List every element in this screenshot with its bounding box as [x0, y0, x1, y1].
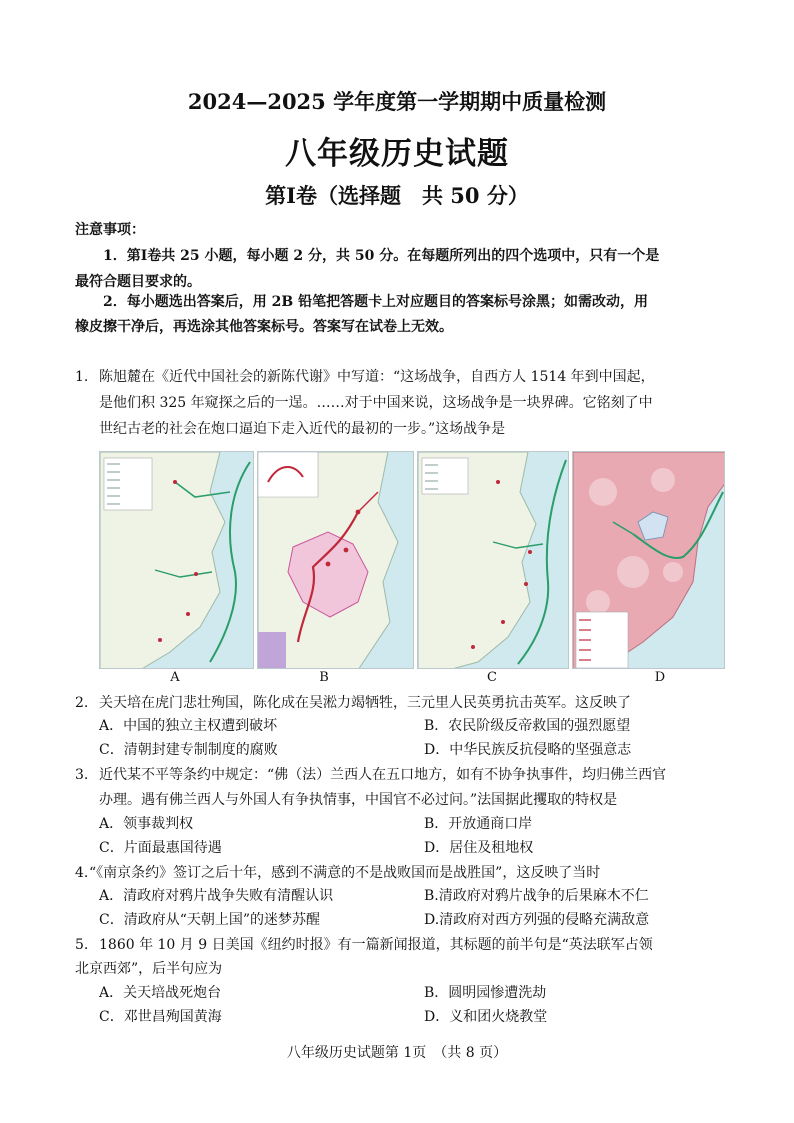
notice-item2-line1: 2．每小题选出答案后，用 2B 铅笔把答题卡上对应题目的答案标号涂黑；如需改动，用 [103, 294, 649, 310]
q5-option-a: A．关天培战死炮台 [99, 985, 222, 1001]
q5-line1: 1860 年 10 月 9 日美国《纽约时报》有一篇新闻报道，其标题的前半句是“英法联军占领 [99, 937, 653, 953]
q4-option-d: D.清政府对西方列强的侵略充满敌意 [424, 912, 650, 928]
q5-number: 5. [75, 937, 89, 953]
page-footer: 八年级历史试题第 1页 （共 8 页） [286, 1045, 508, 1061]
q3-line2: 办理。遇有佛兰西人与外国人有争执情事，中国官不必过问。”法国据此攫取的特权是 [99, 792, 618, 808]
q2-option-c: C．清朝封建专制制度的腐败 [99, 742, 278, 758]
q5-option-d: D．义和团火烧教堂 [424, 1009, 548, 1025]
q1-number: 1. [75, 369, 89, 385]
map-c [417, 451, 569, 669]
map-d [572, 451, 725, 669]
q3-option-c: C．片面最惠国待遇 [99, 840, 222, 856]
q2-line1: 关天培在虎门悲壮殉国，陈化成在吴淞力竭牺牲，三元里人民英勇抗击英军。这反映了 [99, 695, 631, 711]
q4-option-a: A．清政府对鸦片战争失败有清醒认识 [99, 888, 334, 904]
q2-option-d: D．中华民族反抗侵略的坚强意志 [424, 742, 632, 758]
q1-line1: 陈旭麓在《近代中国社会的新陈代谢》中写道：“这场战争，自西方人 1514 年到中国起， [99, 369, 655, 385]
q4-number: 4. [75, 865, 89, 881]
section-title: 第Ⅰ卷（选择题 共 50 分） [265, 183, 529, 208]
map-a [99, 451, 254, 669]
q3-option-a: A．领事裁判权 [99, 816, 194, 832]
notice-item2-line2: 橡皮擦干净后，再选涂其他答案标号。答案写在试卷上无效。 [75, 319, 453, 335]
q4-option-b: B.清政府对鸦片战争的后果麻木不仁 [424, 888, 649, 904]
exam-title: 2024—2025 学年度第一学期期中质量检测 [187, 89, 607, 114]
map-label-d: D [654, 670, 666, 685]
q3-option-b: B．开放通商口岸 [424, 816, 533, 832]
q4-option-c: C．清政府从“天朝上国”的迷梦苏醒 [99, 912, 321, 928]
notice-item1-line2: 最符合题目要求的。 [75, 274, 201, 290]
q5-option-c: C．邓世昌殉国黄海 [99, 1009, 222, 1025]
q1-line3: 世纪古老的社会在炮口逼迫下走入近代的最初的一步。”这场战争是 [99, 421, 506, 437]
map-label-c: C [487, 670, 497, 685]
q3-number: 3. [75, 767, 89, 783]
q3-option-d: D．居住及租地权 [424, 840, 534, 856]
map-b [257, 451, 414, 669]
q1-line2: 是他们积 325 年窥探之后的一逞。……对于中国来说，这场战争是一块界碑。它铭刻了中 [99, 395, 653, 411]
map-label-a: A [170, 670, 180, 685]
notice-heading: 注意事项： [75, 222, 145, 238]
q1-map-group [99, 451, 725, 669]
q3-line1: 近代某不平等条约中规定：“佛（法）兰西人在五口地方，如有不协争执事件，均归佛兰西官 [99, 767, 667, 783]
notice-item1-line1: 1．第Ⅰ卷共 25 小题，每小题 2 分，共 50 分。在每题所列出的四个选项中，只有一个是 [103, 248, 660, 264]
q2-option-a: A．中国的独立主权遭到破坏 [99, 718, 278, 734]
q2-number: 2. [75, 695, 89, 711]
q4-line1: “《南京条约》签订之后十年，感到不满意的不是战败国而是战胜国”，这反映了当时 [89, 865, 601, 881]
q5-line2: 北京西郊”，后半句应为 [75, 961, 223, 977]
q2-option-b: B．农民阶级反帝救国的强烈愿望 [424, 718, 631, 734]
subject-title: 八年级历史试题 [285, 136, 509, 172]
map-label-b: B [319, 670, 329, 685]
q5-option-b: B．圆明园惨遭洗劫 [424, 985, 547, 1001]
